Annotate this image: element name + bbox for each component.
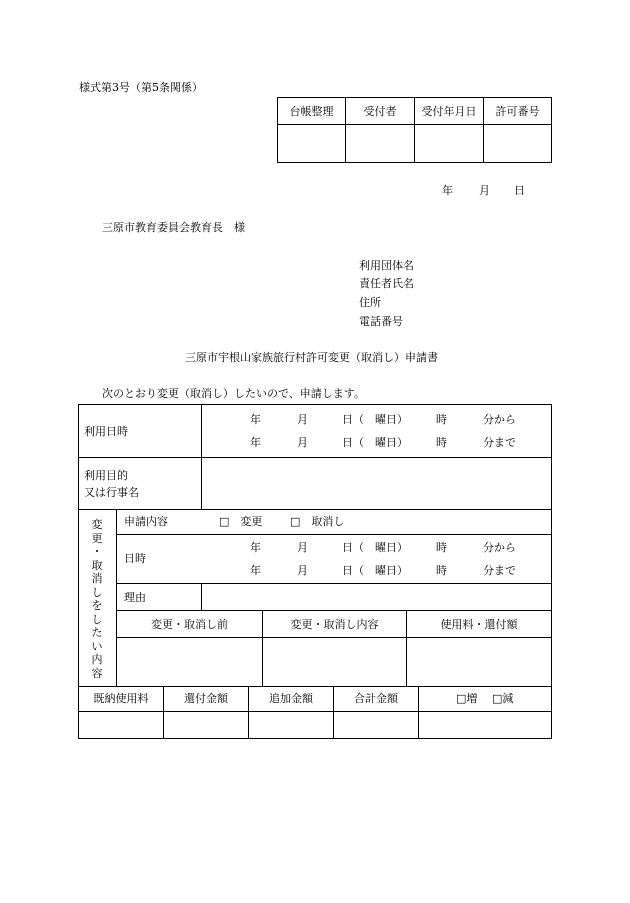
usage-datetime-label: 利用日時 [84, 425, 128, 438]
applicant-representative-label: 責任者氏名 [359, 277, 414, 290]
reason-input-cell[interactable] [202, 584, 551, 610]
office-cell-receipt-date[interactable] [415, 125, 483, 162]
decrease-checkbox[interactable]: □減 [492, 692, 514, 705]
total-amount-header: 合計金額 [354, 692, 398, 705]
increase-decrease-cell[interactable] [419, 712, 551, 738]
intro-text: 次のとおり変更（取消し）したいので、申請します。 [102, 387, 365, 400]
form-id: 様式第3号（第5条関係） [79, 81, 203, 94]
office-cell-ledger[interactable] [278, 125, 345, 162]
date-day: 日 [514, 184, 525, 197]
paid-fee-header: 既納使用料 [93, 692, 149, 705]
office-cell-permit-number[interactable] [484, 125, 551, 162]
refund-amount-header: 還付金額 [184, 692, 228, 705]
before-change-header: 変更・取消し前 [151, 618, 228, 631]
office-cell-receiver[interactable] [346, 125, 414, 162]
purpose-label-line1: 利用目的 [84, 469, 128, 482]
additional-amount-header: 追加金額 [269, 692, 313, 705]
form-title: 三原市宇根山家族旅行村許可変更（取消し）申請書 [185, 351, 438, 364]
paid-fee-cell[interactable] [79, 712, 163, 738]
applicant-org-name-label: 利用団体名 [359, 259, 414, 272]
date-year: 年 [442, 184, 453, 197]
before-change-cell[interactable] [117, 638, 262, 686]
application-form-page: 様式第3号（第5条関係） 台帳整理 受付者 受付年月日 許可番号 年 月 日 三原市教育委員会教育長 様 利用団体名 責任者氏名 住所 電話番号 三原市宇根山家族旅行村許可変更（取消し）申請書 次のとおり変更（取消し）したいので、申請します。 利用日時 年 月 日（ 曜日） 時 分から 年 月 日（ 曜日） 時 分まで 利用目的 又は行事名 変 更 ・ 取 消 し を し た い 内 容 申請内容 □ 変更 □ 取消し 日時 年 月 日（ 曜日） 時 分から 年 月 日（ 曜日） 時 分まで 理由 変更・取消し前 変更・取消し内容 使用料・還付額 既納使用料 還付金額 追加金額 合計金額 □増 □減 [0, 0, 630, 903]
office-header-ledger: 台帳整理 [289, 105, 334, 118]
reason-label: 理由 [124, 591, 146, 604]
office-header-permit-number: 許可番号 [495, 105, 540, 118]
option-cancel-checkbox[interactable]: □ 取消し [290, 515, 345, 528]
additional-amount-cell[interactable] [249, 712, 333, 738]
purpose-label-line2: 又は行事名 [84, 486, 139, 499]
office-header-receiver: 受付者 [363, 105, 397, 118]
fee-refund-cell[interactable] [407, 638, 551, 686]
change-datetime-label: 日時 [124, 552, 146, 565]
refund-amount-cell[interactable] [164, 712, 248, 738]
increase-checkbox[interactable]: □増 [456, 692, 478, 705]
fee-refund-header: 使用料・還付額 [440, 618, 518, 631]
change-content-header: 変更・取消し内容 [290, 618, 379, 631]
change-content-cell[interactable] [263, 638, 406, 686]
purpose-input-cell[interactable] [202, 458, 551, 509]
option-change-checkbox[interactable]: □ 変更 [219, 515, 263, 528]
office-header-receipt-date: 受付年月日 [421, 105, 477, 118]
date-month: 月 [479, 184, 490, 197]
addressee: 三原市教育委員会教育長 様 [102, 221, 245, 234]
applicant-phone-label: 電話番号 [359, 315, 403, 328]
applicant-address-label: 住所 [359, 296, 381, 309]
change-section-vertical-label: 変 更 ・ 取 消 し を し た い 内 容 [91, 518, 103, 680]
total-amount-cell[interactable] [334, 712, 418, 738]
request-content-label: 申請内容 [124, 515, 168, 528]
